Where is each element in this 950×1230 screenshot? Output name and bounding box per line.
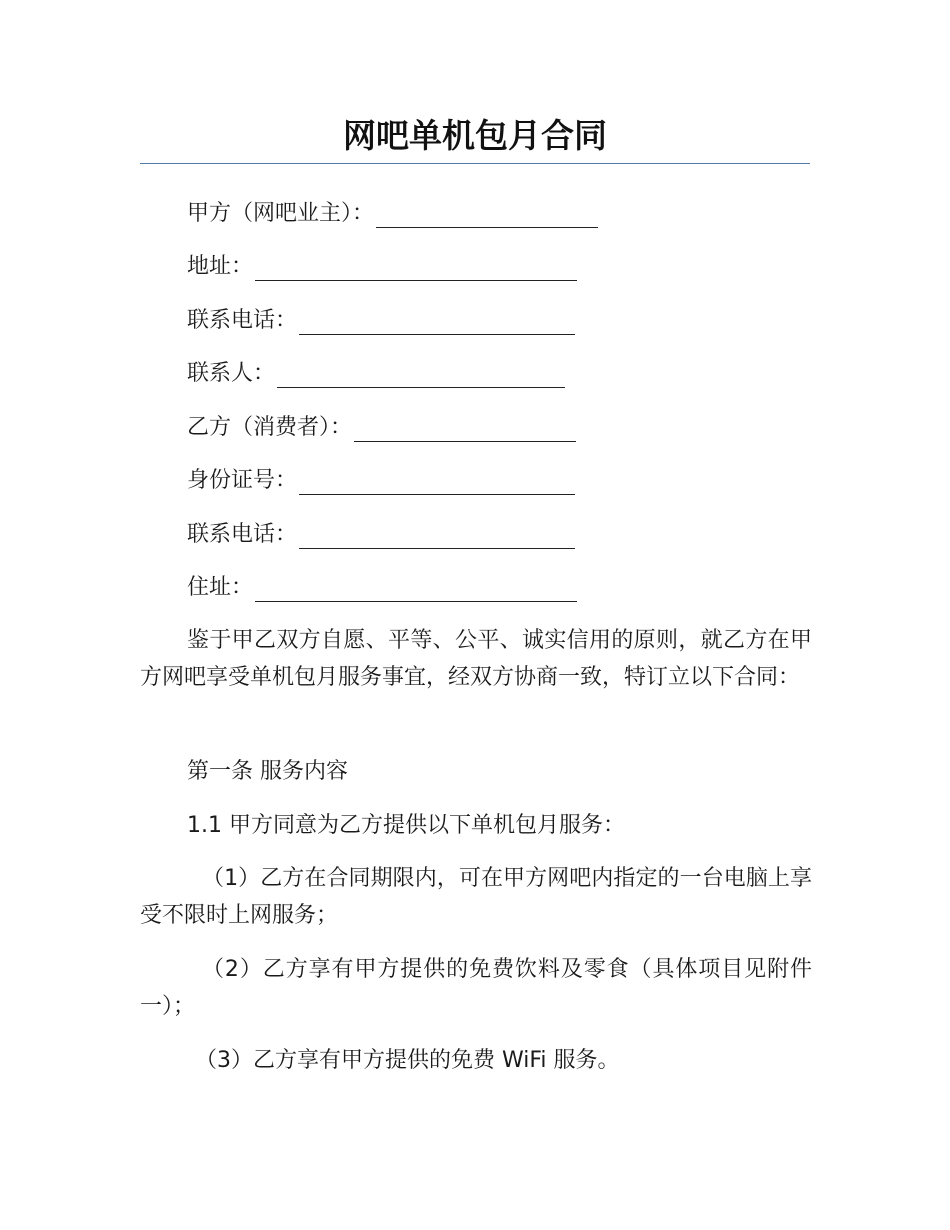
party-b-phone-blank[interactable] xyxy=(299,522,575,549)
party-b-id-field xyxy=(187,461,575,501)
preamble-paragraph: 鉴于甲乙双方自愿、平等、公平、诚实信用的原则，就乙方在甲方网吧享受单机包月服务事宜，经双方协商一致，特订立以下合同： xyxy=(140,628,812,690)
party-b-id-label: 身份证号： xyxy=(187,468,298,493)
party-a-address-label: 地址： xyxy=(187,254,254,279)
clause-1-1: 1.1 甲方同意为乙方提供以下单机包月服务： xyxy=(187,813,625,838)
party-b-address-label: 住址： xyxy=(187,575,254,600)
party-b-id-blank[interactable] xyxy=(299,468,575,495)
party-a-phone-label: 联系电话： xyxy=(187,308,298,333)
title-underline xyxy=(140,163,810,164)
party-b-name-label: 乙方（消费者）： xyxy=(187,415,353,440)
article-1-heading: 第一条 服务内容 xyxy=(187,759,348,784)
service-item-3: （3）乙方享有甲方提供的免费 WiFi 服务。 xyxy=(195,1048,620,1073)
party-b-name-blank[interactable] xyxy=(354,415,576,442)
service-item-1: （1）乙方在合同期限内，可在甲方网吧内指定的一台电脑上享受不限时上网服务； xyxy=(140,866,812,928)
service-item-2: （2）乙方享有甲方提供的免费饮料及零食（具体项目见附件一）； xyxy=(140,957,812,1019)
party-a-contact-blank[interactable] xyxy=(277,361,565,388)
party-a-name-label: 甲方（网吧业主）： xyxy=(187,201,375,226)
party-a-address-field xyxy=(187,247,577,287)
party-b-phone-field xyxy=(187,515,575,555)
party-b-phone-label: 联系电话： xyxy=(187,522,298,547)
party-a-contact-field xyxy=(187,354,565,394)
party-a-name-field xyxy=(187,194,598,234)
party-a-phone-field xyxy=(187,301,575,341)
party-a-contact-label: 联系人： xyxy=(187,361,276,386)
party-b-name-field xyxy=(187,408,576,448)
party-a-name-blank[interactable] xyxy=(376,201,598,228)
party-b-address-field xyxy=(187,568,577,608)
party-b-address-blank[interactable] xyxy=(255,575,577,602)
document-title: 网吧单机包月合同 xyxy=(343,116,607,155)
party-a-phone-blank[interactable] xyxy=(299,308,575,335)
party-a-address-blank[interactable] xyxy=(255,254,577,281)
